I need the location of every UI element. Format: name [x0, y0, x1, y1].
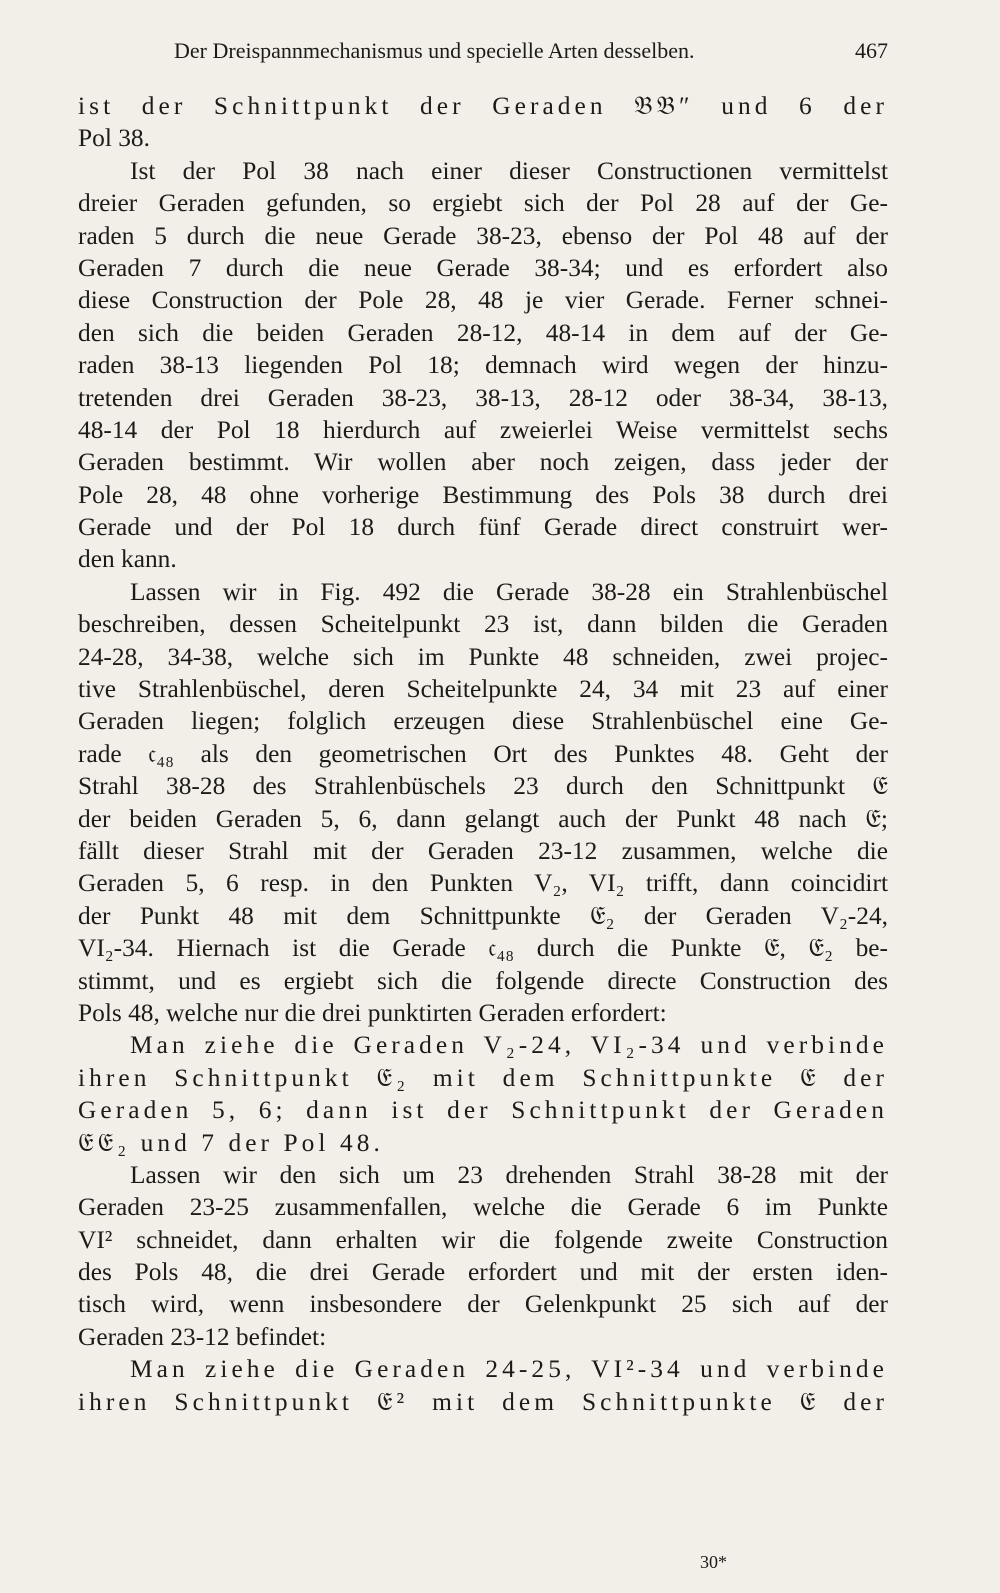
text-line: Lassen wir in Fig. 492 die Gerade 38-28 ein Strahlenbüschel	[130, 577, 888, 606]
text-line: Lassen wir den sich um 23 drehenden Strahl 38-28 mit der	[130, 1160, 888, 1189]
text-line: der beiden Geraden 5, 6, dann gelangt auch der Punkt 48 nach 𝔈;	[78, 804, 888, 833]
text-line: den sich die beiden Geraden 28-12, 48-14 in dem auf der Ge-	[78, 318, 888, 347]
text-line: stimmt, und es ergiebt sich die folgende directe Construction des	[78, 966, 888, 995]
body-text	[78, 90, 888, 1418]
text-line: VI₂-34. Hiernach ist die Gerade 𝔠₄₈ durch die Punkte 𝔈, 𝔈₂ be-	[78, 934, 888, 963]
text-line: 48-14 der Pol 18 hierdurch auf zweierlei Weise vermittelst sechs	[78, 415, 888, 444]
text-line: 24-28, 34-38, welche sich im Punkte 48 schneiden, zwei projec-	[78, 642, 888, 671]
text-line: Pols 48, welche nur die drei punktirten Geraden erfordert:	[78, 998, 667, 1027]
signature-mark: 30*	[700, 1552, 727, 1572]
text-line: raden 38-13 liegenden Pol 18; demnach wird wegen der hinzu-	[78, 351, 888, 380]
text-line: Gerade und der Pol 18 durch fünf Gerade direct construirt wer-	[78, 513, 888, 542]
text-line: beschreiben, dessen Scheitelpunkt 23 ist, dann bilden die Geraden	[78, 610, 888, 639]
text-line: Geraden 7 durch die neue Gerade 38-34; und es erfordert also	[78, 253, 888, 282]
text-line: der Punkt 48 mit dem Schnittpunkte 𝔈₂ der Geraden V₂-24,	[78, 901, 888, 930]
text-line: Geraden 5, 6 resp. in den Punkten V₂, VI₂ trifft, dann coincidirt	[78, 869, 888, 898]
text-line: diese Construction der Pole 28, 48 je vier Gerade. Ferner schnei-	[78, 286, 888, 315]
text-line: Geraden 23-25 zusammenfallen, welche die Gerade 6 im Punkte	[78, 1193, 888, 1222]
text-line: ist der Schnittpunkt der Geraden 𝔅𝔅″ und 6 der	[78, 92, 888, 120]
text-line: Geraden liegen; folglich erzeugen diese Strahlenbüschel eine Ge-	[78, 707, 888, 736]
text-line: Ist der Pol 38 nach einer dieser Constructionen vermittelst	[130, 156, 888, 185]
text-line: den kann.	[78, 545, 177, 574]
text-line: rade 𝔠₄₈ als den geometrischen Ort des Punktes 48. Geht der	[78, 739, 888, 768]
text-line: Pole 28, 48 ohne vorherige Bestimmung des Pols 38 durch drei	[78, 480, 888, 509]
text-line: ihren Schnittpunkt 𝔈² mit dem Schnittpunkte 𝔈 der	[78, 1387, 888, 1416]
text-line: des Pols 48, die drei Gerade erfordert und mit der ersten iden-	[78, 1258, 888, 1287]
text-line: dreier Geraden gefunden, so ergiebt sich der Pol 28 auf der Ge-	[78, 189, 888, 218]
page-number: 467	[855, 38, 888, 63]
text-line: Pol 38.	[78, 124, 150, 153]
text-line: 𝔈𝔈₂ und 7 der Pol 48.	[78, 1128, 384, 1157]
text-line: tretenden drei Geraden 38-23, 38-13, 28-12 oder 38-34, 38-13,	[78, 383, 888, 412]
text-line: Geraden 23-12 befindet:	[78, 1322, 327, 1351]
text-line: Man ziehe die Geraden 24-25, VI²-34 und verbinde	[130, 1355, 888, 1384]
text-line: fällt dieser Strahl mit der Geraden 23-12 zusammen, welche die	[78, 836, 888, 865]
running-header	[78, 38, 888, 68]
header-title: Der Dreispannmechanismus und specielle Arten desselben.	[174, 38, 695, 63]
text-line: Geraden 5, 6; dann ist der Schnittpunkt der Geraden	[78, 1096, 888, 1125]
text-line: Strahl 38-28 des Strahlenbüschels 23 durch den Schnittpunkt 𝔈	[78, 772, 888, 801]
text-line: Man ziehe die Geraden V₂-24, VI₂-34 und verbinde	[130, 1031, 888, 1060]
text-line: ihren Schnittpunkt 𝔈₂ mit dem Schnittpunkte 𝔈 der	[78, 1063, 888, 1092]
text-line: Geraden bestimmt. Wir wollen aber noch zeigen, dass jeder der	[78, 448, 888, 477]
text-line: VI² schneidet, dann erhalten wir die folgende zweite Construction	[78, 1225, 888, 1254]
text-line: tive Strahlenbüschel, deren Scheitelpunkte 24, 34 mit 23 auf einer	[78, 675, 888, 704]
text-line: tisch wird, wenn insbesondere der Gelenkpunkt 25 sich auf der	[78, 1290, 888, 1319]
text-line: raden 5 durch die neue Gerade 38-23, ebenso der Pol 48 auf der	[78, 221, 888, 250]
